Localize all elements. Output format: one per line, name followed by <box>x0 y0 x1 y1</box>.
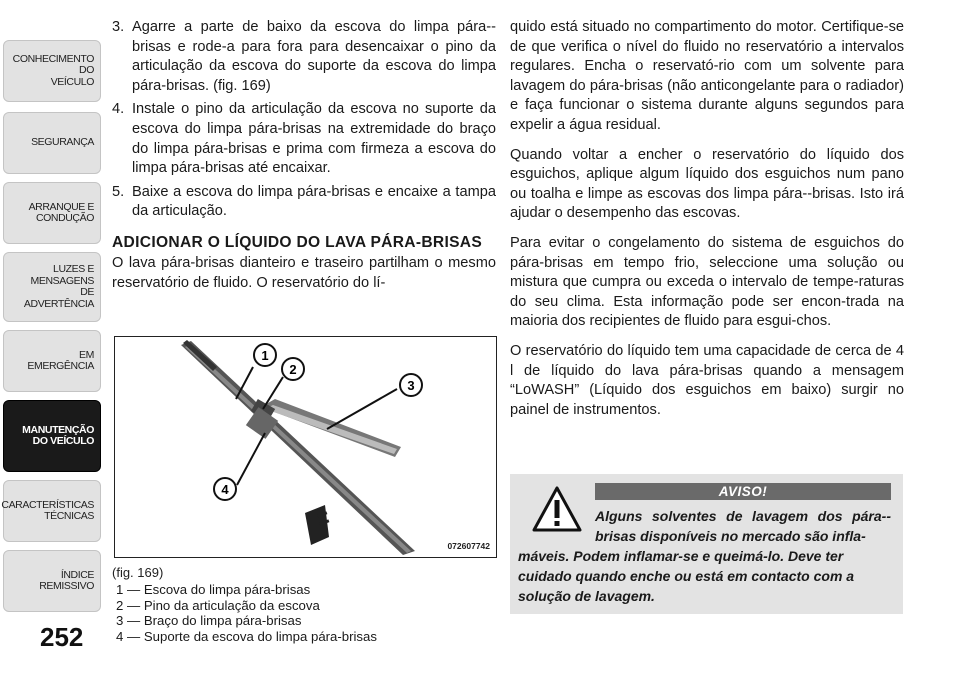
svg-text:4: 4 <box>221 482 229 497</box>
legend-item: 4 — Suporte da escova do limpa pára-brisas <box>116 628 377 644</box>
figure-wiper-illustration <box>114 336 497 558</box>
svg-text:3: 3 <box>407 378 415 393</box>
tab-conhecimento-do-veiculo[interactable] <box>3 40 101 102</box>
step-item <box>112 100 496 178</box>
page-number: 252 <box>40 622 84 652</box>
svg-text:1: 1 <box>261 348 269 363</box>
section-heading: ADICIONAR O LÍQUIDO DO LAVA PÁRA-BRISAS <box>112 233 483 251</box>
warning-title: AVISO! <box>595 483 891 500</box>
tab-seguranca[interactable] <box>3 112 101 174</box>
chapter-tabs <box>0 0 103 678</box>
step-item <box>112 183 496 222</box>
tab-label: EMERGÊNCIA <box>27 360 94 372</box>
warning-text: máveis. Podem inflamar-se e queimá-lo. Deve ter cuidado quando enche ou está em contacto com a solução de lavagem. <box>518 548 855 604</box>
tab-label: DE <box>80 286 94 298</box>
warning-triangle-icon <box>532 486 582 537</box>
warning-box <box>510 474 903 614</box>
right-column <box>510 18 904 430</box>
callout-3 <box>400 374 422 396</box>
tab-manutencao-do-veiculo[interactable] <box>3 400 101 472</box>
tab-label: ÍNDICE <box>60 568 94 581</box>
tab-label: LUZES E <box>53 263 94 275</box>
step-text: Agarre a parte de baixo da escova do limpa pára--brisas e rode-a para fora para desencaixar o pino da articulação da escova do suporte da escova do limpa pára-brisas. (fig. 169) <box>132 19 496 94</box>
left-column <box>112 18 496 303</box>
legend-item: 1 — Escova do limpa pára-brisas <box>116 582 311 597</box>
tab-label: CARACTERÍSTICAS <box>1 498 94 511</box>
step-text: Baixe a escova do limpa pára-brisas e encaixe a tampa da articulação. <box>132 183 496 220</box>
tab-label: SEGURANÇA <box>31 136 94 149</box>
body-paragraph: O lava pára-brisas dianteiro e traseiro partilham o mesmo reservatório de fluido. O reservatório do lí- <box>112 254 496 291</box>
body-paragraph: Quando voltar a encher o reservatório do líquido dos esguichos, aplique algum líquido dos esguichos num pano ou toalha e limpe as escovas dos limpa pára--brisas. Isto irá ajudar o desempenho das escovas. <box>510 146 904 222</box>
tab-label: DO VEÍCULO <box>32 435 94 447</box>
figure-code: 072607742 <box>447 541 490 551</box>
legend-item: 3 — Braço do limpa pára-brisas <box>116 613 302 629</box>
callout-1 <box>254 344 276 366</box>
tab-label: DO <box>79 64 94 77</box>
step-item <box>112 18 496 96</box>
tab-em-emergencia[interactable] <box>3 330 101 392</box>
tab-label: MENSAGENS <box>30 274 94 287</box>
tab-label: EM <box>79 348 94 361</box>
body-paragraph: O reservatório do líquido tem uma capacidade de cerca de 4 l de líquido do lava pára-brisas quando a mensagem “LoWASH” (Líquido dos esguichos em baixo) surgir no painel de instrumentos. <box>510 342 904 418</box>
tab-indice-remissivo[interactable] <box>3 550 101 612</box>
tab-label: TÉCNICAS <box>44 510 94 522</box>
step-number: 4. <box>112 101 125 118</box>
body-paragraph: quido está situado no compartimento do motor. Certifique-se de que verifica o nível do fluido no reservatório a intervalos regulares. Encha o reservató-rio com um solvente para lavagem do pára-brisas (não anticongelante para o radiador) e faça funcionar o sistema durante alguns segundos para expelir a água residual. <box>510 19 904 133</box>
tab-label: REMISSIVO <box>39 580 94 592</box>
step-number: 5. <box>112 183 125 200</box>
tab-caracteristicas-tecnicas[interactable] <box>3 480 101 542</box>
tab-luzes-e-mensagens[interactable] <box>3 252 101 322</box>
figure-caption: (fig. 169) <box>112 565 164 580</box>
callout-2 <box>282 358 304 380</box>
tab-label: ARRANQUE E <box>28 200 94 213</box>
tab-label: CONDUÇÃO <box>35 212 94 224</box>
figure-legend <box>116 582 377 644</box>
tab-label: CONHECIMENTO <box>12 52 94 65</box>
callout-4 <box>214 478 236 500</box>
step-number: 3. <box>112 19 125 35</box>
tab-arranque-e-conducao[interactable] <box>3 182 101 244</box>
callout-line-4 <box>237 433 265 485</box>
body-paragraph: Para evitar o congelamento do sistema de esguichos do pára-brisas em tempo frio, seleccione uma solução ou mistura que cumpra ou exceda o intervalo de tempe-raturas do seu clima. Esta informação pode ser encon-trada na maioria dos recipientes de fluido para esgui-chos. <box>510 234 904 330</box>
wiper-illustration <box>115 337 496 557</box>
legend-item: 2 — Pino da articulação da escova <box>116 597 320 613</box>
tab-label: VEÍCULO <box>50 75 94 88</box>
step-text: Instale o pino da articulação da escova no suporte da escova do limpa pára-brisas na extremidade do braço do limpa pára-brisas e prima com firmeza a escova do limpa pára-brisas até encaixar. <box>132 101 496 177</box>
tab-label: MANUTENÇÃO <box>22 423 94 436</box>
svg-text:2: 2 <box>289 362 297 377</box>
warning-text: Alguns solventes de lavagem dos pára--brisas disponíveis no mercado são infla- <box>595 508 891 544</box>
tab-label: ADVERTÊNCIA <box>23 297 94 310</box>
callout-line-3 <box>327 389 397 429</box>
